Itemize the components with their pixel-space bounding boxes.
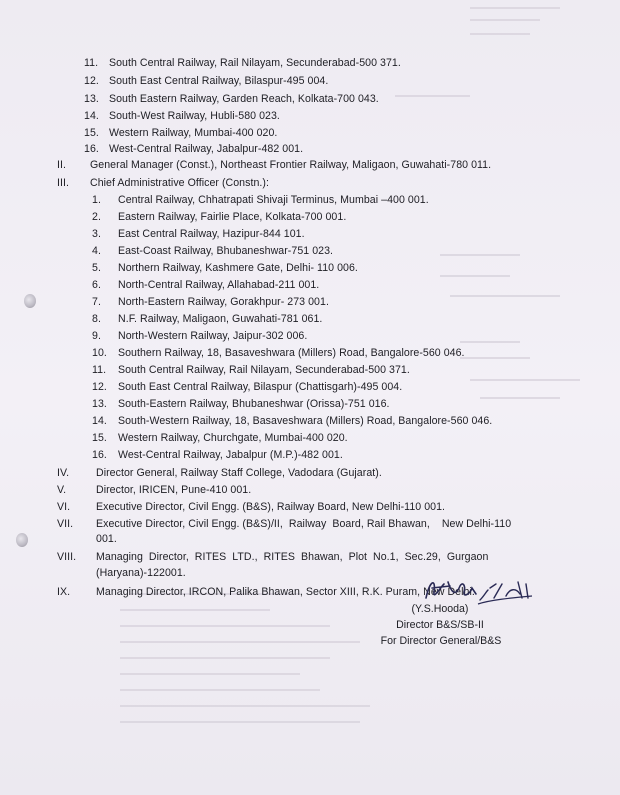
- signatory-designation: Director B&S/SB-II: [396, 619, 484, 631]
- section-vii-continuation: 001.: [96, 533, 117, 545]
- document-page: 11. South Central Railway, Rail Nilayam, Secunderabad-500 371. 12. South East Central Railway, Bilaspur-495 004. 13. South Eastern Railway, Garden Reach, Kolkata-700 043. 14. South-West Railway, Hubli-580 023. 15. Western Railway, Mumbai-400 020. 16. West-Central Railway, Jabalpur-482 001. II. General Manager (Const.), Northeast Frontier Railway, Maligaon, Guwahati-780 011. III. Chief Administrative Officer (Constn.): 1. Central Railway, Chhatrapati Shivaji Terminus, Mumbai –400 001. 2. Eastern Railway, Fairlie Place, Kolkata-700 001. 3. East Central Railway, Hazipur-844 101. 4. East-Coast Railway, Bhubaneshwar-751 023. 5. Northern Railway, Kashmere Gate, Delhi- 110 006. 6. North-Central Railway, Allahabad-211 001. 7. North-Eastern Railway, Gorakhpur- 273 001. 8. N.F. Railway, Maligaon, Guwahati-781 061. 9. North-Western Railway, Jaipur-302 006. 10. Southern Railway, 18, Basaveshwara (Millers) Road, Bangalore-560 046. 11. South Central Railway, Rail Nilayam, Secunderabad-500 371. 12. South East Central Railway, Bilaspur (Chattisgarh)-495 004. 13. South-Eastern Railway, Bhubaneshwar (Orissa)-751 016. 14. South-Western Railway, 18, Basaveshwara (Millers) Road, Bangalore-560 046. 15. Western Railway, Churchgate, Mumbai-400 020. 16. West-Central Railway, Jabalpur (M.P.)-482 001. IV. Director General, Railway Staff College, Vadodara (Gujarat). V. Director, IRICEN, Pune-410 001. VI. Executive Director, Civil Engg. (B&S), Railway Board, New Delhi-110 001. VII. Executive Director, Civil Engg. (B&S)/II, Railway Board, Rail Bhawan, New Delhi-110 001. VIII. Managing Director, RITES LTD., RITES Bhawan, Plot No.1, Sec.29, Gurgaon (Haryana)-122001. IX. Managing Director, IRCON, Palika Bhawan, Sector XIII, R.K. Puram, New Delhi. (Y.S.Hooda) Director B&S/SB-II For Director General/B&S: [0, 0, 620, 795]
- section-viii-continuation: (Haryana)-122001.: [96, 567, 186, 579]
- punch-hole-lower: [16, 533, 28, 547]
- signatory-on-behalf-of: For Director General/B&S: [380, 635, 502, 647]
- punch-hole-upper: [24, 294, 36, 308]
- signatory-name: (Y.S.Hooda): [411, 603, 469, 615]
